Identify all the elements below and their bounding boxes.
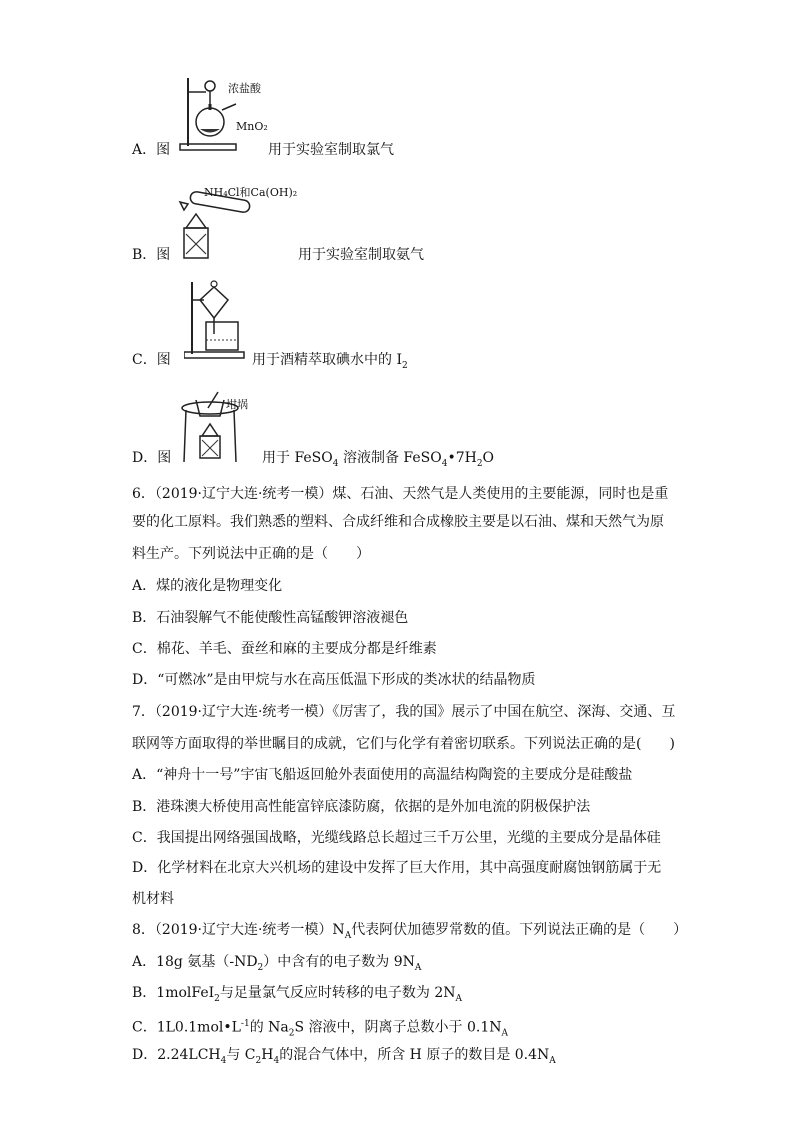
option-5d: D．图 — [132, 450, 172, 466]
q7-stem-line1: 7．（2019·辽宁大连·统考一模）《厉害了，我的国》展示了中国在航空、深海、交通、互 — [132, 704, 676, 720]
q7-option-b: B．港珠澳大桥使用高性能富锌底漆防腐，依据的是外加电流的阴极保护法 — [132, 799, 591, 815]
q6-stem-line2: 要的化工原料。我们熟悉的塑料、合成纤维和合成橡胶主要是以石油、煤和天然气为原 — [132, 514, 664, 530]
q6-stem-line1: 6．（2019·辽宁大连·统考一模）煤、石油、天然气是人类使用的主要能源，同时也是重 — [132, 486, 669, 502]
q6-option-a: A．煤的液化是物理变化 — [132, 578, 283, 594]
q8-option-a: A．18g 氨基$(-ND_2)$中含有的电子数为 $9N_A$ — [132, 954, 422, 973]
figure-b-label-reagents: NH₄Cl和Ca(OH)₂ — [204, 186, 298, 199]
q6-option-b: B．石油裂解气不能使酸性高锰酸钾溶液褪色 — [132, 610, 409, 626]
figure-a-label-hcl: 浓盐酸 — [228, 82, 261, 95]
q7-option-c: C．我国提出网络强国战略，光缆线路总长超过三千万公里，光缆的主要成分是晶体硅 — [132, 830, 661, 846]
q8-stem: 8．（2019·辽宁大连·统考一模）$N_A$代表阿伏加德罗常数的值。下列说法正确的是（ ） — [132, 922, 688, 941]
q6-option-d: D．“可燃冰”是由甲烷与水在高压低温下形成的类冰状的结晶物质 — [132, 672, 536, 688]
q8-option-b: B．1molFeI$_2$与足量氯气反应时转移的电子数为 $2N_A$ — [132, 985, 462, 1004]
option-5b: B．图 — [132, 247, 171, 263]
option-5c: C．图 — [132, 352, 171, 368]
q6-stem-line3: 料生产。下列说法中正确的是（ ） — [132, 546, 370, 562]
option-5b-text: 用于实验室制取氨气 — [298, 247, 424, 263]
q7-option-d-line2: 机材料 — [132, 891, 174, 907]
figure-d-label-crucible: 坩埚 — [226, 398, 248, 411]
q7-option-a: A．“神舟十一号”宇宙飞船返回舱外表面使用的高温结构陶瓷的主要成分是硅酸盐 — [132, 767, 633, 783]
q8-option-c: C．$1L0.1mol•L^{-1}$的 $Na_2S$ 溶液中，阴离子总数小于 $0.1N_A$ — [132, 1019, 508, 1039]
figure-a-label-mno2: MnO₂ — [236, 120, 268, 133]
q8-option-d: D．$2.24LCH_4$与 $C_2H_4$的混合气体中，所含 H 原子的数目是 $0.4N_A$ — [132, 1047, 556, 1066]
option-5a: A．图 — [132, 142, 171, 158]
figure-c-separatory-funnel — [184, 278, 254, 362]
q7-option-d-line1: D．化学材料在北京大兴机场的建设中发挥了巨大作用，其中高强度耐腐蚀钢筋属于无 — [132, 860, 662, 876]
q6-option-c: C．棉花、羊毛、蚕丝和麻的主要成分都是纤维素 — [132, 641, 437, 657]
option-5d-text: 用于 FeSO$_4$ 溶液制备 $FeSO_4•7H_2O$ — [262, 450, 495, 469]
option-5c-text: 用于酒精萃取碘水中的 $I_2$ — [252, 352, 408, 371]
option-5a-text: 用于实验室制取氯气 — [268, 142, 394, 158]
q7-stem-line2: 联网等方面取得的举世瞩目的成就，它们与化学有着密切联系。下列说法正确的是( ) — [132, 736, 675, 752]
